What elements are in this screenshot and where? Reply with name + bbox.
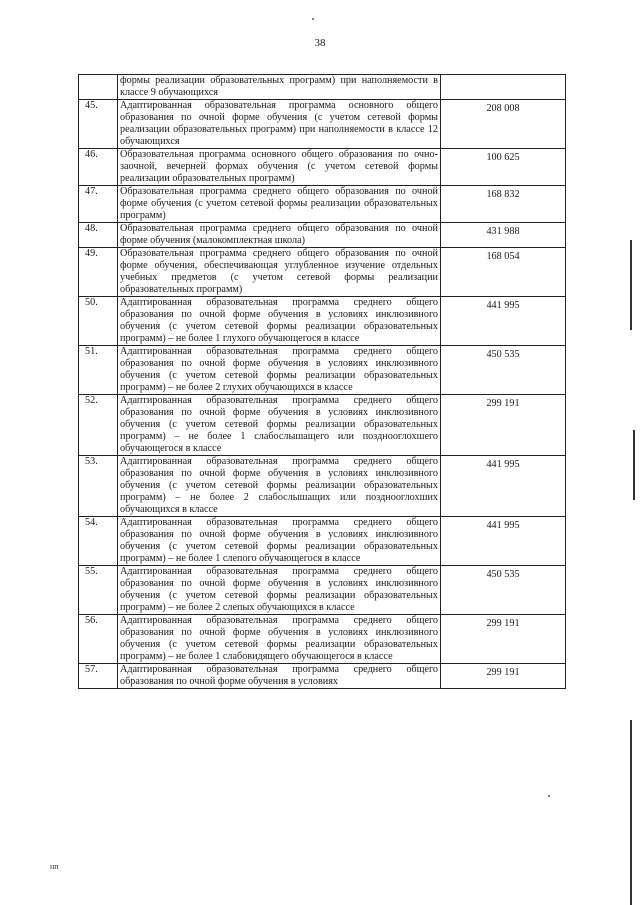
cost-value: 441 995 bbox=[441, 297, 566, 346]
table-row bbox=[79, 248, 566, 297]
row-number bbox=[79, 75, 118, 100]
tariff-table bbox=[78, 74, 566, 689]
scan-speck bbox=[548, 795, 550, 797]
program-description: Адаптированная образовательная программа среднего общего образования по очной форме обучения в условиях инклюзивного обучения (с учетом сетевой формы реализации образовательных программ) – не более 1 глухого обучающегося в классе bbox=[118, 297, 441, 346]
row-number: 53. bbox=[79, 456, 118, 517]
table-row bbox=[79, 615, 566, 664]
scan-edge-line bbox=[633, 430, 635, 500]
table-row bbox=[79, 566, 566, 615]
row-number: 51. bbox=[79, 346, 118, 395]
scan-speck bbox=[312, 18, 314, 20]
row-number: 57. bbox=[79, 664, 118, 689]
cost-value: 208 008 bbox=[441, 100, 566, 149]
cost-value: 441 995 bbox=[441, 456, 566, 517]
scan-edge-line bbox=[630, 720, 632, 905]
program-description: Адаптированная образовательная программа среднего общего образования по очной форме обучения в условиях инклюзивного обучения (с учетом сетевой формы реализации образовательных программ) – не более 1 слабослышащего или позднооглохшего обучающегося в классе bbox=[118, 395, 441, 456]
program-description: Образовательная программа среднего общего образования по очной форме обучения (малокомплектная школа) bbox=[118, 223, 441, 248]
row-number: 52. bbox=[79, 395, 118, 456]
table-row bbox=[79, 75, 566, 100]
row-number: 50. bbox=[79, 297, 118, 346]
program-description: формы реализации образовательных программ) при наполняемости в классе 9 обучающихся bbox=[118, 75, 441, 100]
row-number: 56. bbox=[79, 615, 118, 664]
program-description: Адаптированная образовательная программа среднего общего образования по очной форме обучения в условиях инклюзивного обучения (с учетом сетевой формы реализации образовательных программ) – не более 2 слепых обучающихся в классе bbox=[118, 566, 441, 615]
program-description: Адаптированная образовательная программа основного общего образования по очной форме обучения (с учетом сетевой формы реализации образовательных программ) при наполняемости в классе 12 обучающихся bbox=[118, 100, 441, 149]
cost-value bbox=[441, 75, 566, 100]
program-description: Образовательная программа среднего общего образования по очной форме обучения, обеспечивающая углубленное изучение отдельных учебных предметов (с учетом сетевой формы реализации образовательных программ) bbox=[118, 248, 441, 297]
table-row bbox=[79, 223, 566, 248]
table-row bbox=[79, 395, 566, 456]
program-description: Адаптированная образовательная программа среднего общего образования по очной форме обучения в условиях инклюзивного обучения (с учетом сетевой формы реализации образовательных программ) – не более 2 глухих обучающихся в классе bbox=[118, 346, 441, 395]
row-number: 48. bbox=[79, 223, 118, 248]
program-description: Образовательная программа среднего общего образования по очной форме обучения (с учетом сетевой формы реализации образовательных программ) bbox=[118, 186, 441, 223]
row-number: 45. bbox=[79, 100, 118, 149]
program-description: Адаптированная образовательная программа среднего общего образования по очной форме обучения в условиях bbox=[118, 664, 441, 689]
table-row bbox=[79, 149, 566, 186]
table-row bbox=[79, 297, 566, 346]
program-description: Образовательная программа основного общего образования по очно-заочной, вечерней формах обучения (с учетом сетевой формы реализации образовательных программ) bbox=[118, 149, 441, 186]
table-row bbox=[79, 346, 566, 395]
cost-value: 299 191 bbox=[441, 615, 566, 664]
row-number: 49. bbox=[79, 248, 118, 297]
cost-value: 168 054 bbox=[441, 248, 566, 297]
table-row bbox=[79, 664, 566, 689]
table-row bbox=[79, 517, 566, 566]
row-number: 54. bbox=[79, 517, 118, 566]
table-row bbox=[79, 456, 566, 517]
program-description: Адаптированная образовательная программа среднего общего образования по очной форме обучения в условиях инклюзивного обучения (с учетом сетевой формы реализации образовательных программ) – не более 1 слабовидящего обучающегося в классе bbox=[118, 615, 441, 664]
cost-value: 299 191 bbox=[441, 395, 566, 456]
cost-value: 168 832 bbox=[441, 186, 566, 223]
row-number: 47. bbox=[79, 186, 118, 223]
table-row bbox=[79, 186, 566, 223]
program-description: Адаптированная образовательная программа среднего общего образования по очной форме обучения в условиях инклюзивного обучения (с учетом сетевой формы реализации образовательных программ) – не более 1 слепого обучающегося в классе bbox=[118, 517, 441, 566]
row-number: 55. bbox=[79, 566, 118, 615]
row-number: 46. bbox=[79, 149, 118, 186]
scan-edge-line bbox=[630, 240, 632, 330]
cost-value: 431 988 bbox=[441, 223, 566, 248]
cost-value: 441 995 bbox=[441, 517, 566, 566]
footer-mark: нп bbox=[50, 862, 59, 871]
program-description: Адаптированная образовательная программа среднего общего образования по очной форме обучения в условиях инклюзивного обучения (с учетом сетевой формы реализации образовательных программ) – не более 2 слабослышащих или позднооглохших обучающихся в классе bbox=[118, 456, 441, 517]
cost-value: 450 535 bbox=[441, 346, 566, 395]
cost-value: 100 625 bbox=[441, 149, 566, 186]
cost-value: 299 191 bbox=[441, 664, 566, 689]
table-row bbox=[79, 100, 566, 149]
page-number: 38 bbox=[314, 37, 326, 49]
cost-value: 450 535 bbox=[441, 566, 566, 615]
